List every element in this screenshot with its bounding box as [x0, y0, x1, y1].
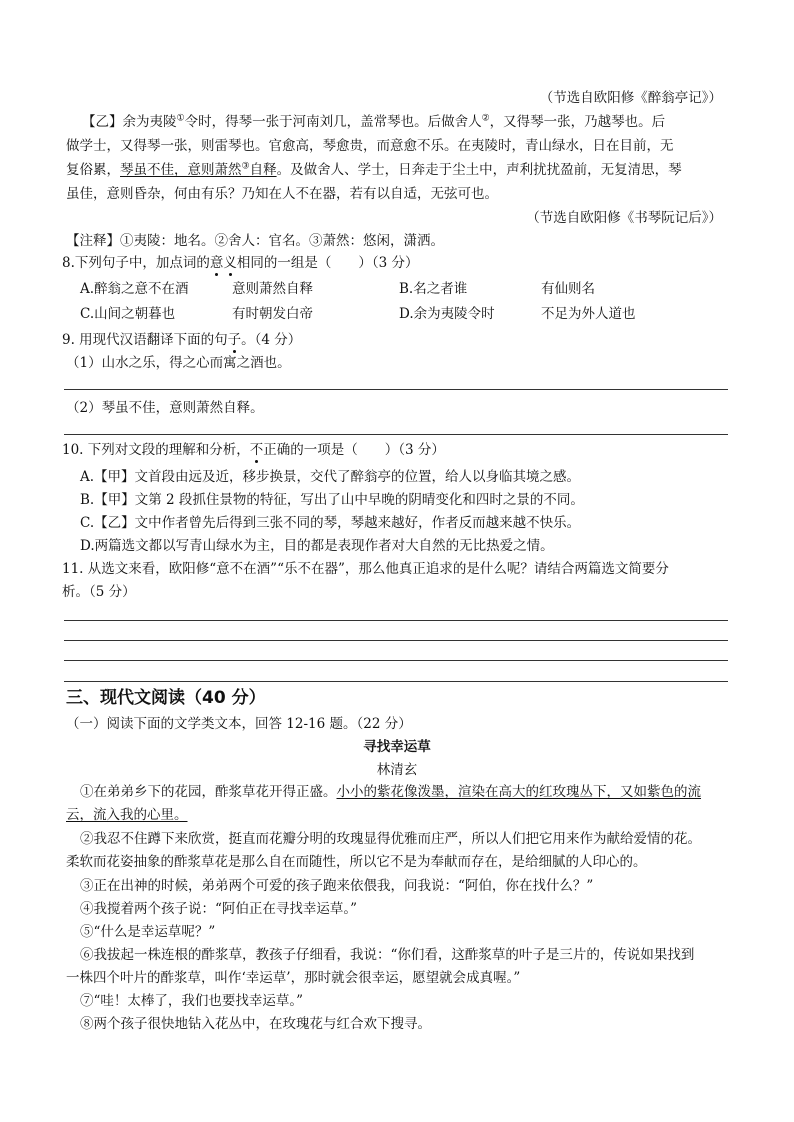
passage-yi-text: 。及做舍人、学士，日奔走于尘土中，声利扰扰盈前，无复清思，琴	[276, 162, 682, 178]
q8-option-a-1: A.醉翁之意不在酒	[80, 281, 189, 297]
paragraph-text: ①在弟弟乡下的花园，酢浆草花开得正盛。	[80, 784, 337, 800]
passage-yi-text: ，又得琴一张，乃越琴也。后	[489, 114, 666, 130]
annotation-notes: 【注释】①夷陵：地名。②舍人：官名。③萧然：悠闲，潇洒。	[66, 233, 444, 249]
answer-line[interactable]	[64, 660, 728, 661]
underlined-text: 小小的紫花像泼墨，渲染在高大的红玫瑰丛下，又如紫色的流	[336, 784, 701, 800]
answer-line[interactable]	[64, 681, 728, 682]
q8-option-b-1: B.名之者谁	[399, 281, 468, 297]
dotted-char: 义	[223, 255, 237, 271]
answer-line[interactable]	[64, 434, 728, 435]
underlined-text: 云，流入我的心里。	[66, 807, 188, 823]
passage-yi-line-3	[66, 160, 682, 180]
q9-sentence-2: （2）琴虽不佳，意则萧然自释。	[66, 400, 264, 416]
article-paragraph-3: ③正在出神的时候，弟弟两个可爱的孩子跑来依偎我，问我说：“阿伯，你在找什么？”	[80, 878, 594, 894]
q10-option-b: B.【甲】文第 2 段抓住景物的特征，写出了山中早晚的阴晴变化和四时之景的不同。	[80, 492, 584, 508]
question-11-line-2: 析。（5 分）	[62, 584, 136, 600]
passage-yi-line-2: 做学士，又得琴一张，则雷琴也。官愈高，琴愈贵，而意愈不乐。在夷陵时，青山绿水，日在目前，无	[66, 138, 674, 154]
underlined-sentence	[120, 162, 277, 178]
passage-yi-text: 复俗累，	[66, 162, 120, 178]
passage-yi-text: 【乙】余为夷陵	[82, 114, 177, 130]
article-paragraph-8: ⑧两个孩子很快地钻入花丛中，在玫瑰花与红合欢下搜寻。	[80, 1016, 431, 1032]
article-title: 寻找幸运草	[363, 739, 431, 755]
question-9-stem	[62, 330, 301, 350]
article-paragraph-7: ⑦“哇！太棒了，我们也要找幸运草。”	[80, 993, 304, 1009]
question-text: 9. 用现代汉语翻译下面的句	[62, 332, 228, 348]
section-instructions: （一）阅读下面的文学类文本，回答 12-16 题。（22 分）	[66, 716, 412, 732]
footnote-marker-3: ③	[241, 161, 250, 172]
article-paragraph-6: ⑥我拔起一株连根的酢浆草，教孩子仔细看，我说：“你们看，这酢浆草的叶子是三片的，传说如果找到	[80, 947, 695, 963]
question-8-stem	[62, 253, 419, 273]
underlined-text: 自释	[249, 162, 277, 178]
question-text: 8.下列句子中，加点词的	[62, 255, 210, 271]
section-heading: 三、现代文阅读（40 分）	[66, 688, 266, 708]
question-11-line-1: 11. 从选文来看，欧阳修“意不在酒”“乐不在器”，那么他真正追求的是什么呢？请结合两篇选文简要分	[62, 561, 669, 577]
question-text: 。（4 分）	[241, 332, 302, 348]
source-citation-a: （节选自欧阳修《醉翁亭记》）	[539, 90, 722, 106]
question-text: 10. 下列对文段的理解和分析，	[62, 442, 250, 458]
q8-option-c-2: 有时朝发白帝	[232, 306, 313, 322]
article-paragraph-4: ④我搅着两个孩子说：“阿伯正在寻找幸运草。”	[80, 901, 358, 917]
source-citation-b: （节选自欧阳修《书琴阮记后》）	[526, 210, 722, 226]
question-10-stem	[62, 440, 445, 460]
dotted-char: 意	[209, 255, 224, 271]
q8-option-b-2: 有仙则名	[541, 281, 595, 297]
article-paragraph-2: ②我忍不住蹲下来欣赏，挺直而花瓣分明的玫瑰显得优雅而庄严，所以人们把它用来作为献给爱情的花。	[80, 831, 701, 847]
q9-sentence-1: （1）山水之乐，得之心而寓之酒也。	[66, 355, 291, 371]
question-text: 正确的一项是（ ）（3 分）	[263, 442, 445, 458]
question-text: 相同的一组是（ ）（3 分）	[236, 255, 419, 271]
underlined-text: 琴虽不佳，意则萧然	[120, 162, 242, 178]
dotted-char: 不	[249, 442, 264, 458]
passage-yi-text: 令时，得琴一张于河南刘几，盖常琴也。后做舍人	[184, 114, 482, 130]
answer-line[interactable]	[64, 389, 728, 390]
footnote-marker-2: ②	[481, 113, 490, 124]
answer-line[interactable]	[64, 620, 728, 621]
footnote-marker-1: ①	[176, 113, 185, 124]
q10-option-d: D.两篇选文都以写青山绿水为主，目的都是表现作者对大自然的无比热爱之情。	[80, 538, 554, 554]
article-paragraph-1	[80, 782, 701, 802]
dotted-char: 子	[227, 332, 242, 348]
passage-yi-line-1	[82, 112, 665, 132]
answer-line[interactable]	[64, 640, 728, 641]
q10-option-c: C.【乙】文中作者曾先后得到三张不同的琴，琴越来越好，作者反而越来越不快乐。	[80, 515, 581, 531]
article-author: 林清玄	[376, 762, 418, 778]
article-paragraph-5: ⑤“什么是幸运草呢？”	[80, 924, 216, 940]
q8-option-d-1: D.余为夷陵令时	[399, 306, 495, 322]
q8-option-d-2: 不足为外人道也	[541, 306, 636, 322]
q8-option-a-2: 意则萧然自释	[232, 281, 313, 297]
q10-option-a: A.【甲】文首段由远及近，移步换景，交代了醉翁亭的位置，给人以身临其境之感。	[80, 469, 581, 485]
article-paragraph-2-cont: 柔软而花姿抽象的酢浆草花是那么自在而随性，所以它不是为奉献而存在，是给细腻的人印心的。	[66, 854, 647, 870]
article-paragraph-1-cont	[66, 805, 188, 825]
q8-option-c-1: C.山间之朝暮也	[80, 306, 176, 322]
article-paragraph-6-cont: 一株四个叶片的酢浆草，叫作‘幸运草’，那时就会很幸运，愿望就会成真喔。”	[66, 970, 521, 986]
passage-yi-line-4: 虽佳，意则昏杂，何由有乐？乃知在人不在器，若有以自适，无弦可也。	[66, 186, 498, 202]
